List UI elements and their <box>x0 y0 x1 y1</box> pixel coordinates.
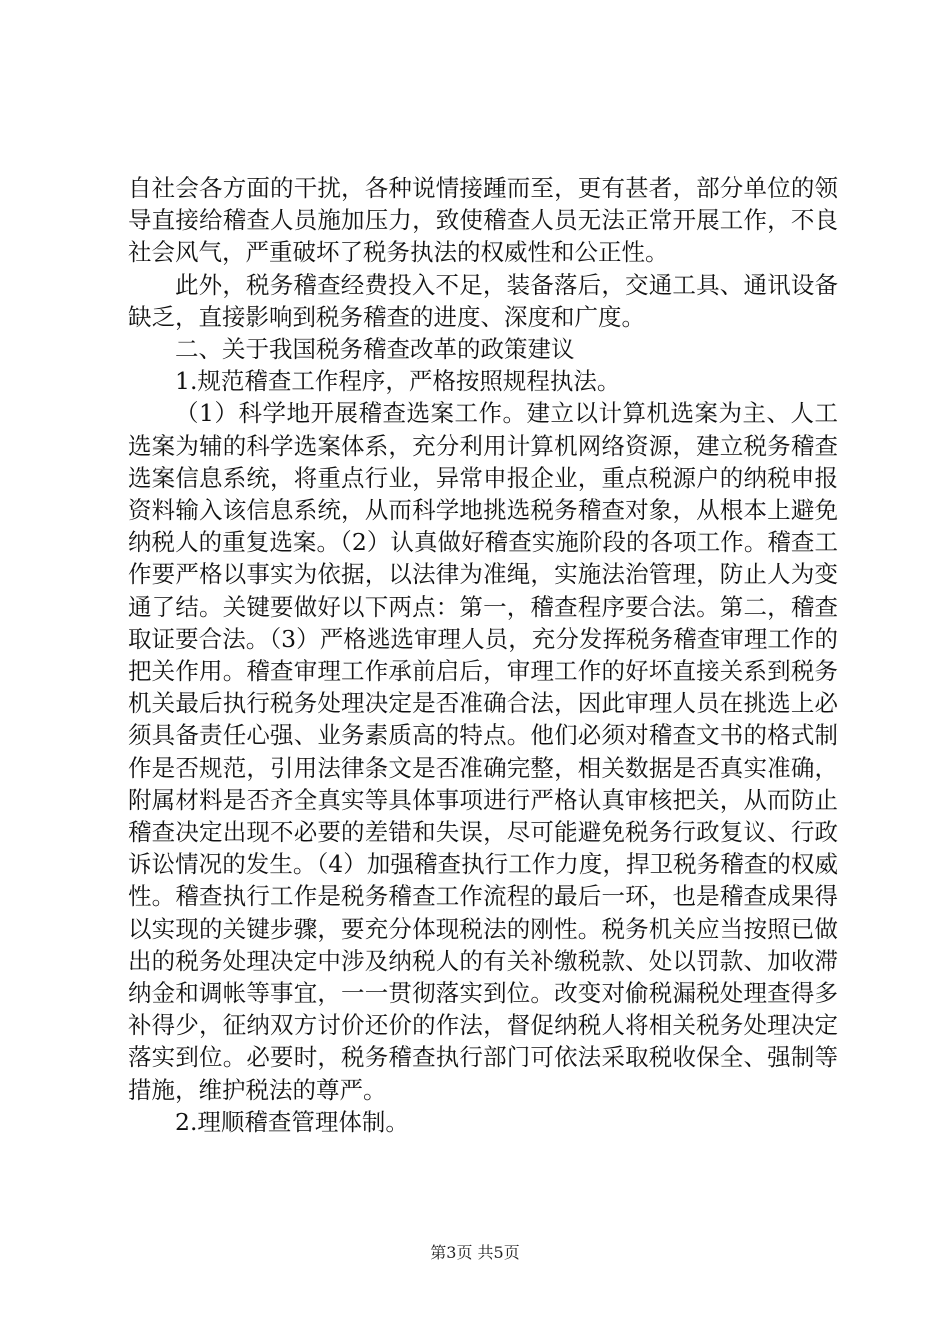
subsection-heading-1: 1.规范稽查工作程序，严格按照规程执法。 <box>175 367 621 396</box>
page-number: 第3页 共5页 <box>430 1243 520 1262</box>
section-heading: 二、关于我国税务稽查改革的政策建议 <box>175 335 575 364</box>
subsection-heading-2: 2.理顺稽查管理体制。 <box>175 1107 409 1136</box>
paragraph-continuation: 自社会各方面的干扰，各种说情接踵而至，更有甚者，部分单位的领导直接给稽查人员施加压力，致使稽查人员无法正常开展工作，不良社会风气，严重破坏了税务执法的权威性和公正性。 <box>128 174 838 267</box>
document-body <box>128 172 838 1138</box>
paragraph-procedures: （1）科学地开展稽查选案工作。建立以计算机选案为主、人工选案为辅的科学选案体系，充分利用计算机网络资源，建立税务稽查选案信息系统，将重点行业，异常申报企业，重点税源户的纳税申报资料输入该信息系统，从而科学地挑选税务稽查对象，从根本上避免纳税人的重复选案。（2）认真做好稽查实施阶段的各项工作。稽查工作要严格以事实为依据，以法律为准绳，实施法治管理，防止人为变通了结。关键要做好以下两点：第一，稽查程序要合法。第二，稽查取证要合法。（3）严格逃选审理人员，充分发挥税务稽查审理工作的把关作用。稽查审理工作承前启后，审理工作的好坏直接关系到税务机关最后执行税务处理决定是否准确合法，因此审理人员在挑选上必须具备责任心强、业务素质高的特点。他们必须对稽查文书的格式制作是否规范，引用法律条文是否准确完整，相关数据是否真实准确，附属材料是否齐全真实等具体事项进行严格认真审核把关，从而防止稽查决定出现不必要的差错和失误，尽可能避免税务行政复议、行政诉讼情况的发生。（4）加强稽查执行工作力度，捍卫税务稽查的权威性。稽查执行工作是税务稽查工作流程的最后一环，也是稽查成果得以实现的关键步骤，要充分体现税法的刚性。税务机关应当按照已做出的税务处理决定中涉及纳税人的有关补缴税款、处以罚款、加收滞纳金和调帐等事宜，一一贯彻落实到位。改变对偷税漏税处理查得多补得少，征纳双方讨价还价的作法，督促纳税人将相关税务处理决定落实到位。必要时，税务稽查执行部门可依法采取税收保全、强制等措施，维护税法的尊严。 <box>128 399 838 1104</box>
paragraph-funding: 此外，税务稽查经费投入不足，装备落后，交通工具、通讯设备缺乏，直接影响到税务稽查的进度、深度和广度。 <box>128 270 838 331</box>
